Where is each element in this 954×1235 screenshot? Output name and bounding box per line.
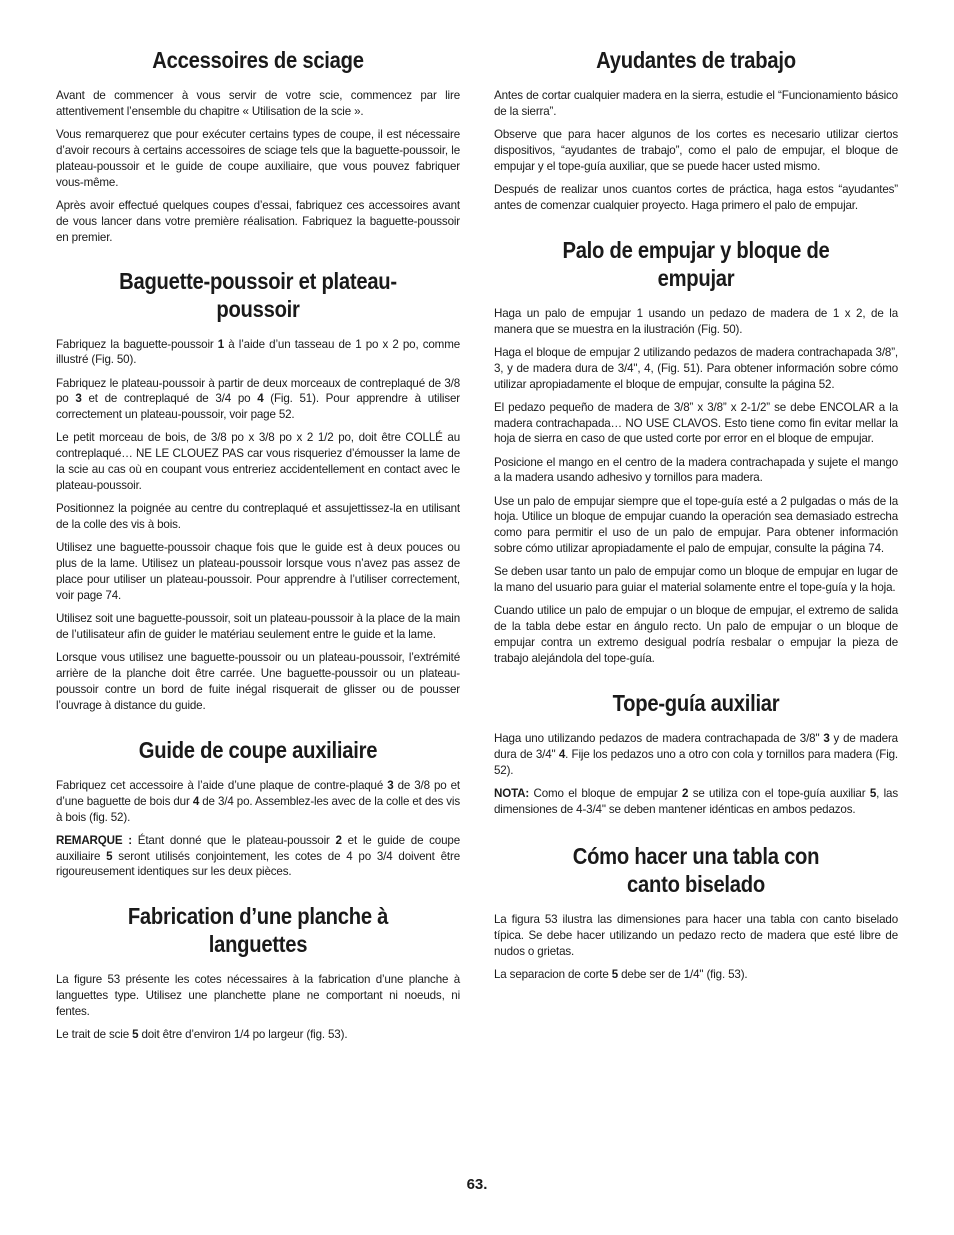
body-paragraph — [494, 400, 898, 448]
body-paragraph — [494, 731, 898, 779]
body-paragraph — [494, 967, 898, 983]
paragraph-text: Fabriquez la baguette-poussoir — [56, 337, 218, 351]
bold-reference: 3 — [823, 731, 830, 745]
body-paragraph — [494, 345, 898, 393]
paragraph-text: Haga el bloque de empujar 2 utilizando pedazos de madera contrachapada 3/8”, 3, y de madera dura de 3/4", 4, (Fig. 51). Para obtener información sobre cómo utilizar apropiadamente el bloque de empujar, consulte la página 52. — [494, 345, 898, 391]
paragraph-text: Le trait de scie — [56, 1028, 133, 1042]
body-paragraph — [56, 540, 460, 604]
body-paragraph — [56, 778, 460, 826]
bold-reference: 5 — [869, 786, 877, 800]
body-paragraph — [494, 127, 898, 175]
section-heading: Accessoires de sciage — [152, 47, 364, 73]
body-paragraph — [56, 88, 460, 120]
bold-reference: 4 — [558, 747, 566, 761]
body-paragraph — [56, 198, 460, 246]
body-paragraph — [56, 127, 460, 191]
body-paragraph — [494, 306, 898, 338]
paragraph-text: Positionnez la poignée au centre du contreplaqué et assujettissez-la en utilisant de la colle des vis à bois. — [56, 502, 460, 532]
section-heading: Baguette-poussoir et plateau-poussoir — [119, 267, 397, 322]
bold-reference: 2 — [681, 786, 689, 800]
bold-reference: 4 — [257, 392, 264, 406]
section-heading-line: Cómo hacer una tabla con — [572, 842, 820, 869]
paragraph-text: Utilisez une baguette-poussoir chaque fois que le guide est à deux pouces ou plus de la lame. Utilisez un plateau-poussoir lorsque vous n’avez pas assez de place pour utiliser un plateau-poussoir. Pour apprendre à l’utiliser correctement, voir page 74. — [56, 541, 460, 602]
paragraph-text: Lorsque vous utilisez une baguette-poussoir ou un plateau-poussoir, l’extrémité arrière de la planche doit être carrée. Une baguette-poussoir ou un plateau-poussoir contre un bord de fuite inégal risquerait de glisser ou de pousser l’ouvrage à distance du guide. — [56, 651, 460, 712]
paragraph-text: Fabriquez cet accessoire à l’aide d’une plaque de contre-plaqué — [56, 778, 388, 792]
paragraph-text: et le guide de coupe auxiliaire — [56, 833, 461, 863]
paragraph-text: La separacion de corte — [494, 967, 612, 981]
right-column — [494, 46, 898, 990]
body-paragraph — [494, 603, 898, 667]
paragraph-text: seront utilisés conjointement, les cotes de 4 po 3/4 doivent être rigoureusement identiques sur les deux pièces. — [56, 849, 460, 879]
paragraph-text: Le petit morceau de bois, de 3/8 po x 3/8 po x 2 1/2 po, doit être COLLÉ au contreplaqué… NE LE CLOUEZ PAS car vous risqueriez d’émousser la lame de la scie au cas où en coupant vous entreriez accidentellement en contact avec le plateau-poussoir. — [56, 431, 460, 493]
body-paragraph — [56, 430, 460, 494]
body-paragraph — [494, 88, 898, 120]
body-paragraph — [56, 501, 460, 533]
body-paragraph — [56, 376, 460, 424]
paragraph-text: Después de realizar unos cuantos cortes de práctica, haga estos “ayudantes” antes de comenzar cualquier proyecto. Haga primero el palo de empujar. — [494, 182, 898, 212]
bold-reference: REMARQUE : — [56, 833, 132, 847]
paragraph-text: Haga uno utilizando pedazos de madera contrachapada de 3/8" — [494, 731, 824, 745]
paragraph-text: et de contreplaqué de 3/4 po — [81, 392, 258, 406]
paragraph-text: , las dimensiones de 4-3/4" se deben mantener idénticas en ambos pedazos. — [494, 786, 898, 816]
section-heading: Tope-guía auxiliar — [612, 689, 780, 716]
body-paragraph — [494, 182, 898, 214]
paragraph-text: à l’aide d’un tasseau de 1 po x 2 po, comme illustré (Fig. 50). — [56, 337, 460, 367]
paragraph-text: . Fije los pedazos uno a otro con cola y tornillos para madera (Fig. 52). — [494, 747, 898, 777]
paragraph-text: Étant donné que le plateau-poussoir — [131, 833, 336, 847]
paragraph-text: La figure 53 présente les cotes nécessaires à la fabrication d’une planche à languettes type. Utilisez une planchette plane ne comportant ni noeuds, ni fentes. — [56, 973, 460, 1019]
bold-reference: 3 — [75, 392, 82, 406]
body-paragraph — [494, 455, 898, 487]
body-paragraph — [56, 650, 460, 714]
paragraph-text: y de madera dura de 3/4" — [494, 731, 898, 761]
paragraph-text: Fabriquez le plateau-poussoir à partir de deux morceaux de contreplaqué de 3/8 po — [56, 376, 460, 406]
body-paragraph — [494, 564, 898, 596]
bold-reference: 5 — [106, 849, 113, 863]
body-paragraph — [56, 833, 460, 881]
paragraph-text: Haga un palo de empujar 1 usando un pedazo de madera de 1 x 2, de la manera que se muestra en la ilustración (Fig. 50). — [494, 306, 898, 336]
paragraph-text: Use un palo de empujar siempre que el tope-guía esté a 2 pulgadas o más de la hoja. Utilice un bloque de empujar cuando la operación sea demasiado estrecha como para permitir el uso de un palo de empujar. Para obtener información sobre cómo utilizar apropiadamente el palo de empujar, consulte la página 74. — [494, 494, 898, 556]
paragraph-text: Posicione el mango en el centro de la madera contrachapada y sujete el mango a la madera usando adhesivo y tornillos para madera. — [494, 455, 898, 485]
body-paragraph — [56, 611, 460, 643]
paragraph-text: Utilisez soit une baguette-poussoir, soit un plateau-poussoir à la place de la main de l’utilisateur afin de guider le matériau seulement entre le guide et la lame. — [56, 612, 460, 641]
paragraph-text: de 3/8 po et d’une baguette de bois dur — [56, 778, 460, 808]
paragraph-text: se utiliza con el tope-guía auxiliar — [688, 786, 870, 800]
paragraph-text: La figura 53 ilustra las dimensiones para hacer una tabla con canto biselado típica. Se debe hacer utilizando un pedazo recto de madera que esté libre de nudos o grietas. — [494, 912, 898, 958]
section-heading: Ayudantes de trabajo — [596, 47, 796, 73]
paragraph-text: Avant de commencer à vous servir de votre scie, commencez par lire attentivement l’ensemble du chapitre « Utilisation de la scie ». — [56, 89, 460, 118]
body-paragraph — [56, 1027, 460, 1043]
bold-reference: 5 — [132, 1028, 139, 1042]
paragraph-text: (Fig. 51). Pour apprendre à utiliser correctement un plateau-poussoir, voir page 52. — [56, 392, 460, 422]
bold-reference: 2 — [335, 833, 342, 847]
paragraph-text: El pedazo pequeño de madera de 3/8” x 3/8” x 2-1/2” se debe ENCOLAR a la madera contrachapada… NO USE CLAVOS. Esto tiene como fin evitar mellar la hoja de sierra en caso de que usted corte por error en el bloque de empujar. — [494, 400, 898, 446]
section-heading: Palo de empujar y bloque de empujar — [562, 236, 830, 291]
paragraph-text: Vous remarquerez que pour exécuter certains types de coupe, il est nécessaire d’avoir recours à certains accessoires de sciage tels que la baguette-poussoir, le plateau-poussoir et le guide de coupe auxiliaire, que vous pouvez fabriquer vous-même. — [56, 128, 460, 189]
body-paragraph — [494, 494, 898, 558]
paragraph-text: Antes de cortar cualquier madera en la sierra, estudie el “Funcionamiento básico de la sierra”. — [494, 89, 898, 118]
section-heading-line: canto biselado — [627, 870, 765, 897]
paragraph-text: Observe que para hacer algunos de los cortes es necesario utilizar ciertos dispositivos, “ayudantes de trabajo”, como el palo de empujar, el bloque de empujar y el tope-guía auxiliar, que se puede hacer usted mismo. — [494, 128, 898, 173]
bold-reference: 3 — [387, 778, 394, 792]
bold-reference: 4 — [192, 794, 200, 808]
section-heading: Fabrication d’une planche à languettes — [127, 903, 389, 958]
bold-reference: 5 — [611, 967, 619, 981]
body-paragraph — [494, 912, 898, 960]
body-paragraph — [56, 337, 460, 369]
paragraph-text: doit être d’environ 1/4 po largeur (fig. 53). — [138, 1028, 348, 1042]
body-paragraph — [56, 972, 460, 1020]
bold-reference: 1 — [217, 337, 225, 351]
left-column — [56, 46, 460, 1050]
paragraph-text: Après avoir effectué quelques coupes d’essai, fabriquez ces accessoires avant de vous lancer dans votre première réalisation. Fabriquez la baguette-poussoir en premier. — [56, 198, 460, 244]
bold-reference: NOTA: — [494, 786, 530, 800]
paragraph-text: Se deben usar tanto un palo de empujar como un bloque de empujar en lugar de la mano del usuario para guiar el material solamente entre el tope-guía y la hoja. — [494, 565, 898, 595]
paragraph-text: Cuando utilice un palo de empujar o un bloque de empujar, el extremo de salida de la tabla debe estar en ángulo recto. Un palo de empujar o un bloque de empujar contra un extremo desigual podría resbalar o empujar la pieza de trabajo alejándola del tope-guía. — [494, 604, 898, 666]
paragraph-text: debe ser de 1/4" (fig. 53). — [618, 967, 748, 981]
body-paragraph — [494, 786, 898, 818]
section-heading — [522, 842, 869, 898]
page-number: 63. — [466, 1176, 488, 1193]
paragraph-text: de 3/4 po. Assemblez-les avec de la colle et des vis à bois (fig. 52). — [56, 794, 460, 824]
paragraph-text: Como el bloque de empujar — [529, 786, 682, 800]
section-heading: Guide de coupe auxiliaire — [138, 736, 378, 763]
